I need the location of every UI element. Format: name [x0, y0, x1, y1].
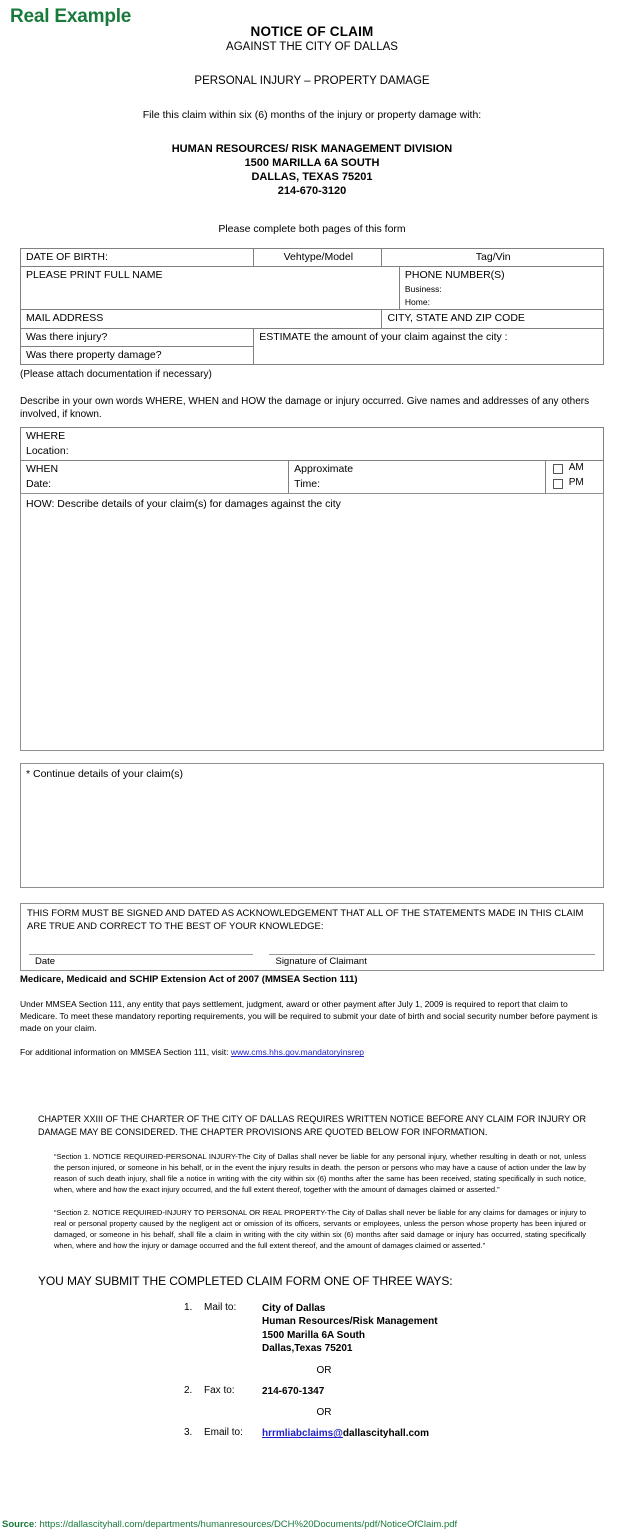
- email-link[interactable]: hrrmliabclaims@: [262, 1428, 343, 1440]
- field-vehtype-model[interactable]: [254, 248, 382, 266]
- checkbox-icon[interactable]: [553, 479, 563, 489]
- option-number: 1.: [184, 1301, 193, 1313]
- mmsea-body: Under MMSEA Section 111, any entity that pays settlement, judgment, award or other payment after July 1, 2009 is required to report that claim to Medicare. To meet these mandatory reporting requirements, you will be required to submit your date of birth and social security number before payment is made on your claim.: [20, 999, 598, 1034]
- submit-options-list: [0, 1302, 624, 1441]
- field-label-when: WHEN: [26, 463, 59, 475]
- charter-intro: CHAPTER XXIII OF THE CHARTER OF THE CITY OF DALLAS REQUIRES WRITTEN NOTICE BEFORE ANY CLAIM FOR INJURY OR DAMAGE MAY BE CONSIDERED. THE CHAPTER PROVISIONS ARE QUOTED BELOW FOR INFORMATION.: [38, 1114, 586, 1138]
- table-row: [21, 310, 604, 328]
- field-am-pm: [545, 461, 603, 494]
- filing-address: [0, 143, 624, 199]
- option-value: 214-670-1347: [262, 1385, 325, 1397]
- option-kind: Mail to:: [204, 1301, 237, 1313]
- field-was-there-injury[interactable]: [21, 328, 254, 346]
- table-row: [21, 267, 604, 310]
- mail-line-3: 1500 Marilla 6A South: [262, 1329, 365, 1341]
- charter-section-1: “Section 1. NOTICE REQUIRED-PERSONAL INJURY-The City of Dallas shall never be liable for any personal injury, whether resulting in death or not, unless the person injured, or someone in his behalf, or in the event the injury results in death. the person or persons who may have a cause of action under the law by reason of such death injury, shall file a notice in writing with the city within six (6) months after the same has been received, stating specifically in such notice, when, where and how the exact injury occurred, and the full extent thereof, together with the amount of damages claimed or asserted.”: [54, 1151, 586, 1194]
- address-line-2: 1500 MARILLA 6A SOUTH: [244, 156, 380, 169]
- source-separator: :: [34, 1519, 40, 1530]
- field-date-of-birth[interactable]: [21, 248, 254, 266]
- field-approximate-time[interactable]: [289, 461, 546, 494]
- or-separator: OR: [316, 1364, 332, 1376]
- signature-rule: [269, 954, 595, 955]
- charter-section-2: “Section 2. NOTICE REQUIRED-INJURY TO PERSONAL OR REAL PROPERTY-The City of Dallas shall never be liable for any claims for damages or injury to real or personal property caused by the negligent act or omission of its officers, servants or employees, unless the person whose property has been injured or damaged, or someone in his behalf, shall file a claim in writing with the city within six (6) months after said damage or injury has occurred, stating specifically when, where and how the injury or damage occurred and the full extent thereof, and the amount of damages claimed or asserted.”: [54, 1208, 586, 1251]
- signature-box: [20, 903, 604, 971]
- submit-option-fax: [184, 1385, 624, 1399]
- field-label: ESTIMATE the amount of your claim against the city :: [259, 330, 508, 343]
- field-phone-numbers[interactable]: [399, 267, 603, 310]
- mail-line-4: Dallas,Texas 75201: [262, 1343, 353, 1355]
- field-mail-address[interactable]: [21, 310, 382, 328]
- mmsea-heading: Medicare, Medicaid and SCHIP Extension Act of 2007 (MMSEA Section 111): [20, 974, 358, 986]
- option-number: 3.: [184, 1427, 193, 1439]
- how-details-box[interactable]: [20, 493, 604, 751]
- mail-line-1: City of Dallas: [262, 1302, 326, 1314]
- field-label: PLEASE PRINT FULL NAME: [26, 269, 163, 281]
- date-field-group[interactable]: [29, 954, 253, 967]
- field-label-time: Time:: [294, 478, 321, 491]
- claimant-info-table: [20, 248, 604, 365]
- field-label: PHONE NUMBER(S): [404, 269, 505, 281]
- table-row: [21, 461, 604, 494]
- field-full-name[interactable]: [21, 267, 400, 310]
- checkbox-icon[interactable]: [553, 464, 563, 474]
- source-label: Source: [2, 1519, 35, 1530]
- source-url: https://dallascityhall.com/departments/humanresources/DCH%20Documents/pdf/NoticeOfClaim.pdf: [39, 1519, 458, 1530]
- table-row: [21, 328, 604, 346]
- field-label: MAIL ADDRESS: [26, 312, 104, 325]
- complete-both-pages-note: Please complete both pages of this form: [218, 222, 406, 235]
- field-city-state-zip[interactable]: [382, 310, 604, 328]
- field-where-location[interactable]: [21, 427, 604, 460]
- field-label-where: WHERE: [26, 429, 66, 442]
- field-label-approximate: Approximate: [294, 463, 354, 475]
- attach-documentation-note: (Please attach documentation if necessary): [20, 368, 212, 380]
- field-estimate-amount[interactable]: [254, 328, 604, 364]
- submit-option-email: [184, 1427, 624, 1441]
- address-line-3: DALLAS, TEXAS 75201: [251, 170, 373, 183]
- field-label: Was there property damage?: [26, 348, 162, 361]
- submit-heading: YOU MAY SUBMIT THE COMPLETED CLAIM FORM ONE OF THREE WAYS:: [38, 1273, 453, 1288]
- signature-field-group[interactable]: [269, 954, 595, 967]
- document-subtitle: AGAINST THE CITY OF DALLAS: [226, 41, 398, 53]
- or-separator: OR: [316, 1407, 332, 1419]
- slide-title: Real Example: [10, 6, 132, 27]
- option-kind: Email to:: [204, 1427, 243, 1439]
- option-value: [262, 1427, 429, 1441]
- mail-line-2: Human Resources/Risk Management: [262, 1316, 438, 1328]
- mmsea-visit-prefix: For additional information on MMSEA Section 111, visit:: [20, 1047, 229, 1058]
- date-label: Date: [35, 956, 56, 968]
- table-row: [21, 427, 604, 460]
- address-line-4: 214-670-3120: [277, 184, 347, 197]
- source-footer: [2, 1519, 457, 1530]
- field-label: Was there injury?: [26, 330, 108, 343]
- field-when-date[interactable]: [21, 461, 289, 494]
- option-value: [262, 1302, 438, 1356]
- claim-type: PERSONAL INJURY – PROPERTY DAMAGE: [194, 75, 430, 87]
- filing-instruction: File this claim within six (6) months of the injury or property damage with:: [142, 109, 482, 121]
- mmsea-link[interactable]: www.cms.hhs.gov.mandatoryinsrep: [230, 1047, 364, 1058]
- document-body: [0, 24, 624, 1441]
- field-label-business: Business:: [404, 284, 442, 295]
- email-domain: dallascityhall.com: [342, 1428, 430, 1440]
- field-label: DATE OF BIRTH:: [26, 250, 108, 263]
- continue-details-box[interactable]: [20, 763, 604, 888]
- field-label: Vehtype/Model: [283, 250, 354, 263]
- pm-option[interactable]: [546, 476, 603, 491]
- am-option[interactable]: [546, 461, 603, 476]
- signature-label: Signature of Claimant: [275, 956, 367, 968]
- am-label: AM: [568, 462, 584, 474]
- document-header: [0, 24, 624, 235]
- field-label-home: Home:: [404, 296, 430, 307]
- field-label-location: Location:: [26, 444, 69, 457]
- signature-statement: THIS FORM MUST BE SIGNED AND DATED AS ACKNOWLEDGEMENT THAT ALL OF THE STATEMENTS MADE IN THIS CLAIM ARE TRUE AND CORRECT TO THE BEST OF YOUR KNOWLEDGE:: [27, 908, 584, 933]
- where-when-table: [20, 427, 604, 495]
- field-was-there-property-damage[interactable]: [21, 346, 254, 364]
- field-label: CITY, STATE AND ZIP CODE: [387, 312, 525, 325]
- pm-label: PM: [568, 477, 584, 489]
- signature-lines: [29, 954, 595, 967]
- date-rule: [29, 954, 253, 955]
- document-title: NOTICE OF CLAIM: [250, 24, 374, 39]
- continue-label: * Continue details of your claim(s): [26, 768, 183, 781]
- mmsea-visit-line: [20, 1047, 604, 1057]
- field-label-date: Date:: [26, 478, 52, 491]
- submit-option-mail: [184, 1302, 624, 1356]
- address-line-1: HUMAN RESOURCES/ RISK MANAGEMENT DIVISION: [171, 143, 453, 155]
- describe-instruction: Describe in your own words WHERE, WHEN and HOW the damage or injury occurred. Give names and addresses of any others involved, if known.: [20, 395, 590, 421]
- how-label: HOW: Describe details of your claim(s) for damages against the city: [26, 498, 341, 511]
- field-label: Tag/Vin: [475, 250, 511, 263]
- table-row: [21, 248, 604, 266]
- option-kind: Fax to:: [204, 1384, 235, 1396]
- field-tag-vin[interactable]: [382, 248, 604, 266]
- option-number: 2.: [184, 1384, 193, 1396]
